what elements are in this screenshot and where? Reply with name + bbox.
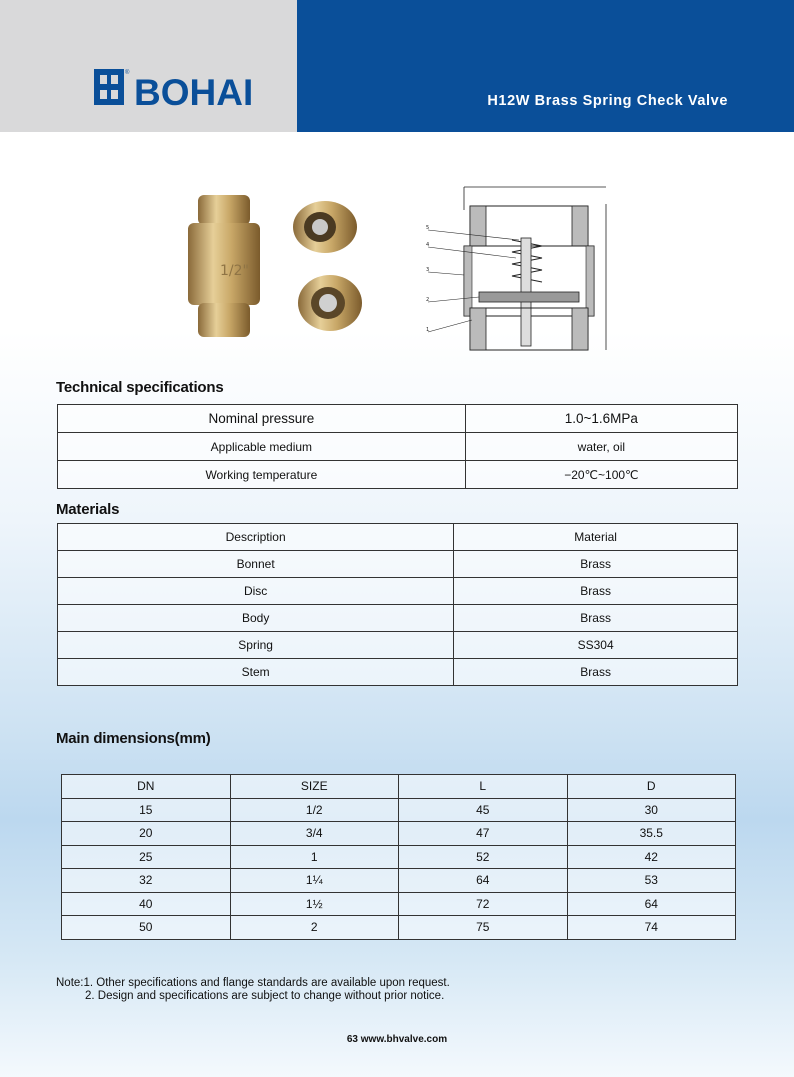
- material-value: Brass: [454, 605, 738, 632]
- cell-size: 1½: [230, 892, 399, 916]
- cell-dn: 25: [62, 845, 231, 869]
- cell-dn: 50: [62, 916, 231, 940]
- cell-d: 53: [567, 869, 736, 893]
- cell-size: 2: [230, 916, 399, 940]
- table-row: [62, 845, 736, 869]
- drawing-label-2: 2: [426, 297, 430, 303]
- svg-text:®: ®: [125, 70, 130, 76]
- cell-l: 64: [399, 869, 568, 893]
- spec-label: Applicable medium: [58, 433, 466, 461]
- table-header-row: [62, 775, 736, 799]
- material-value: SS304: [454, 632, 738, 659]
- cell-d: 42: [567, 845, 736, 869]
- spec-value: 1.0~1.6MPa: [465, 405, 737, 433]
- materials-heading: Materials: [56, 501, 120, 518]
- drawing-label-3: 3: [426, 267, 430, 273]
- page-title: H12W Brass Spring Check Valve: [487, 93, 728, 109]
- dimensions-heading: Main dimensions(mm): [56, 730, 211, 747]
- bohai-logo: [94, 66, 264, 108]
- column-header: Description: [58, 524, 454, 551]
- column-header: Material: [454, 524, 738, 551]
- cell-d: 30: [567, 798, 736, 822]
- cell-dn: 40: [62, 892, 231, 916]
- material-part: Bonnet: [58, 551, 454, 578]
- photo-marking: 1/2": [220, 263, 249, 279]
- note-line: Note:1. Other specifications and flange standards are available upon request.: [56, 977, 450, 989]
- table-row: [58, 632, 738, 659]
- column-header: D: [567, 775, 736, 799]
- table-row: [58, 605, 738, 632]
- table-row: [58, 551, 738, 578]
- material-part: Spring: [58, 632, 454, 659]
- material-value: Brass: [454, 551, 738, 578]
- cell-d: 35.5: [567, 822, 736, 846]
- technical-specs-table: [57, 404, 738, 489]
- column-header: L: [399, 775, 568, 799]
- table-row: [62, 798, 736, 822]
- website-url: www.bhvalve.com: [360, 1034, 448, 1045]
- drawing-label-5: 5: [426, 225, 430, 231]
- technical-specs-heading: Technical specifications: [56, 379, 224, 396]
- dimensions-table: [61, 774, 736, 940]
- cell-dn: 20: [62, 822, 231, 846]
- cell-size: 1/2: [230, 798, 399, 822]
- spec-label: Working temperature: [58, 461, 466, 489]
- cell-d: 74: [567, 916, 736, 940]
- header-left-panel: [0, 0, 297, 132]
- material-part: Body: [58, 605, 454, 632]
- cell-dn: 15: [62, 798, 231, 822]
- technical-drawing: [424, 180, 614, 355]
- cell-l: 72: [399, 892, 568, 916]
- notes: [56, 977, 450, 1003]
- table-row: [62, 892, 736, 916]
- footer: [0, 1034, 794, 1045]
- table-header-row: [58, 524, 738, 551]
- cell-l: 47: [399, 822, 568, 846]
- cell-size: 1: [230, 845, 399, 869]
- table-row: [58, 433, 738, 461]
- cell-size: 1¼: [230, 869, 399, 893]
- table-row: [62, 916, 736, 940]
- drawing-label-1: 1: [426, 327, 430, 333]
- table-row: [62, 822, 736, 846]
- cell-l: 52: [399, 845, 568, 869]
- cell-l: 45: [399, 798, 568, 822]
- page-number: 63: [346, 1034, 358, 1045]
- column-header: DN: [62, 775, 231, 799]
- table-row: [58, 461, 738, 489]
- header-right-panel: [297, 0, 794, 132]
- table-row: [58, 578, 738, 605]
- table-row: [58, 405, 738, 433]
- column-header: SIZE: [230, 775, 399, 799]
- cell-size: 3/4: [230, 822, 399, 846]
- material-value: Brass: [454, 659, 738, 686]
- drawing-label-4: 4: [426, 242, 430, 248]
- materials-table: [57, 523, 738, 686]
- table-row: [58, 659, 738, 686]
- material-part: Disc: [58, 578, 454, 605]
- brand-name: BOHAI: [134, 72, 254, 108]
- cell-d: 64: [567, 892, 736, 916]
- spec-value: water, oil: [465, 433, 737, 461]
- note-line: 2. Design and specifications are subject to change without prior notice.: [85, 990, 445, 1002]
- cell-dn: 32: [62, 869, 231, 893]
- table-row: [62, 869, 736, 893]
- material-part: Stem: [58, 659, 454, 686]
- spec-value: −20℃~100℃: [465, 461, 737, 489]
- cell-l: 75: [399, 916, 568, 940]
- product-photo: [180, 185, 380, 345]
- spec-label: Nominal pressure: [58, 405, 466, 433]
- material-value: Brass: [454, 578, 738, 605]
